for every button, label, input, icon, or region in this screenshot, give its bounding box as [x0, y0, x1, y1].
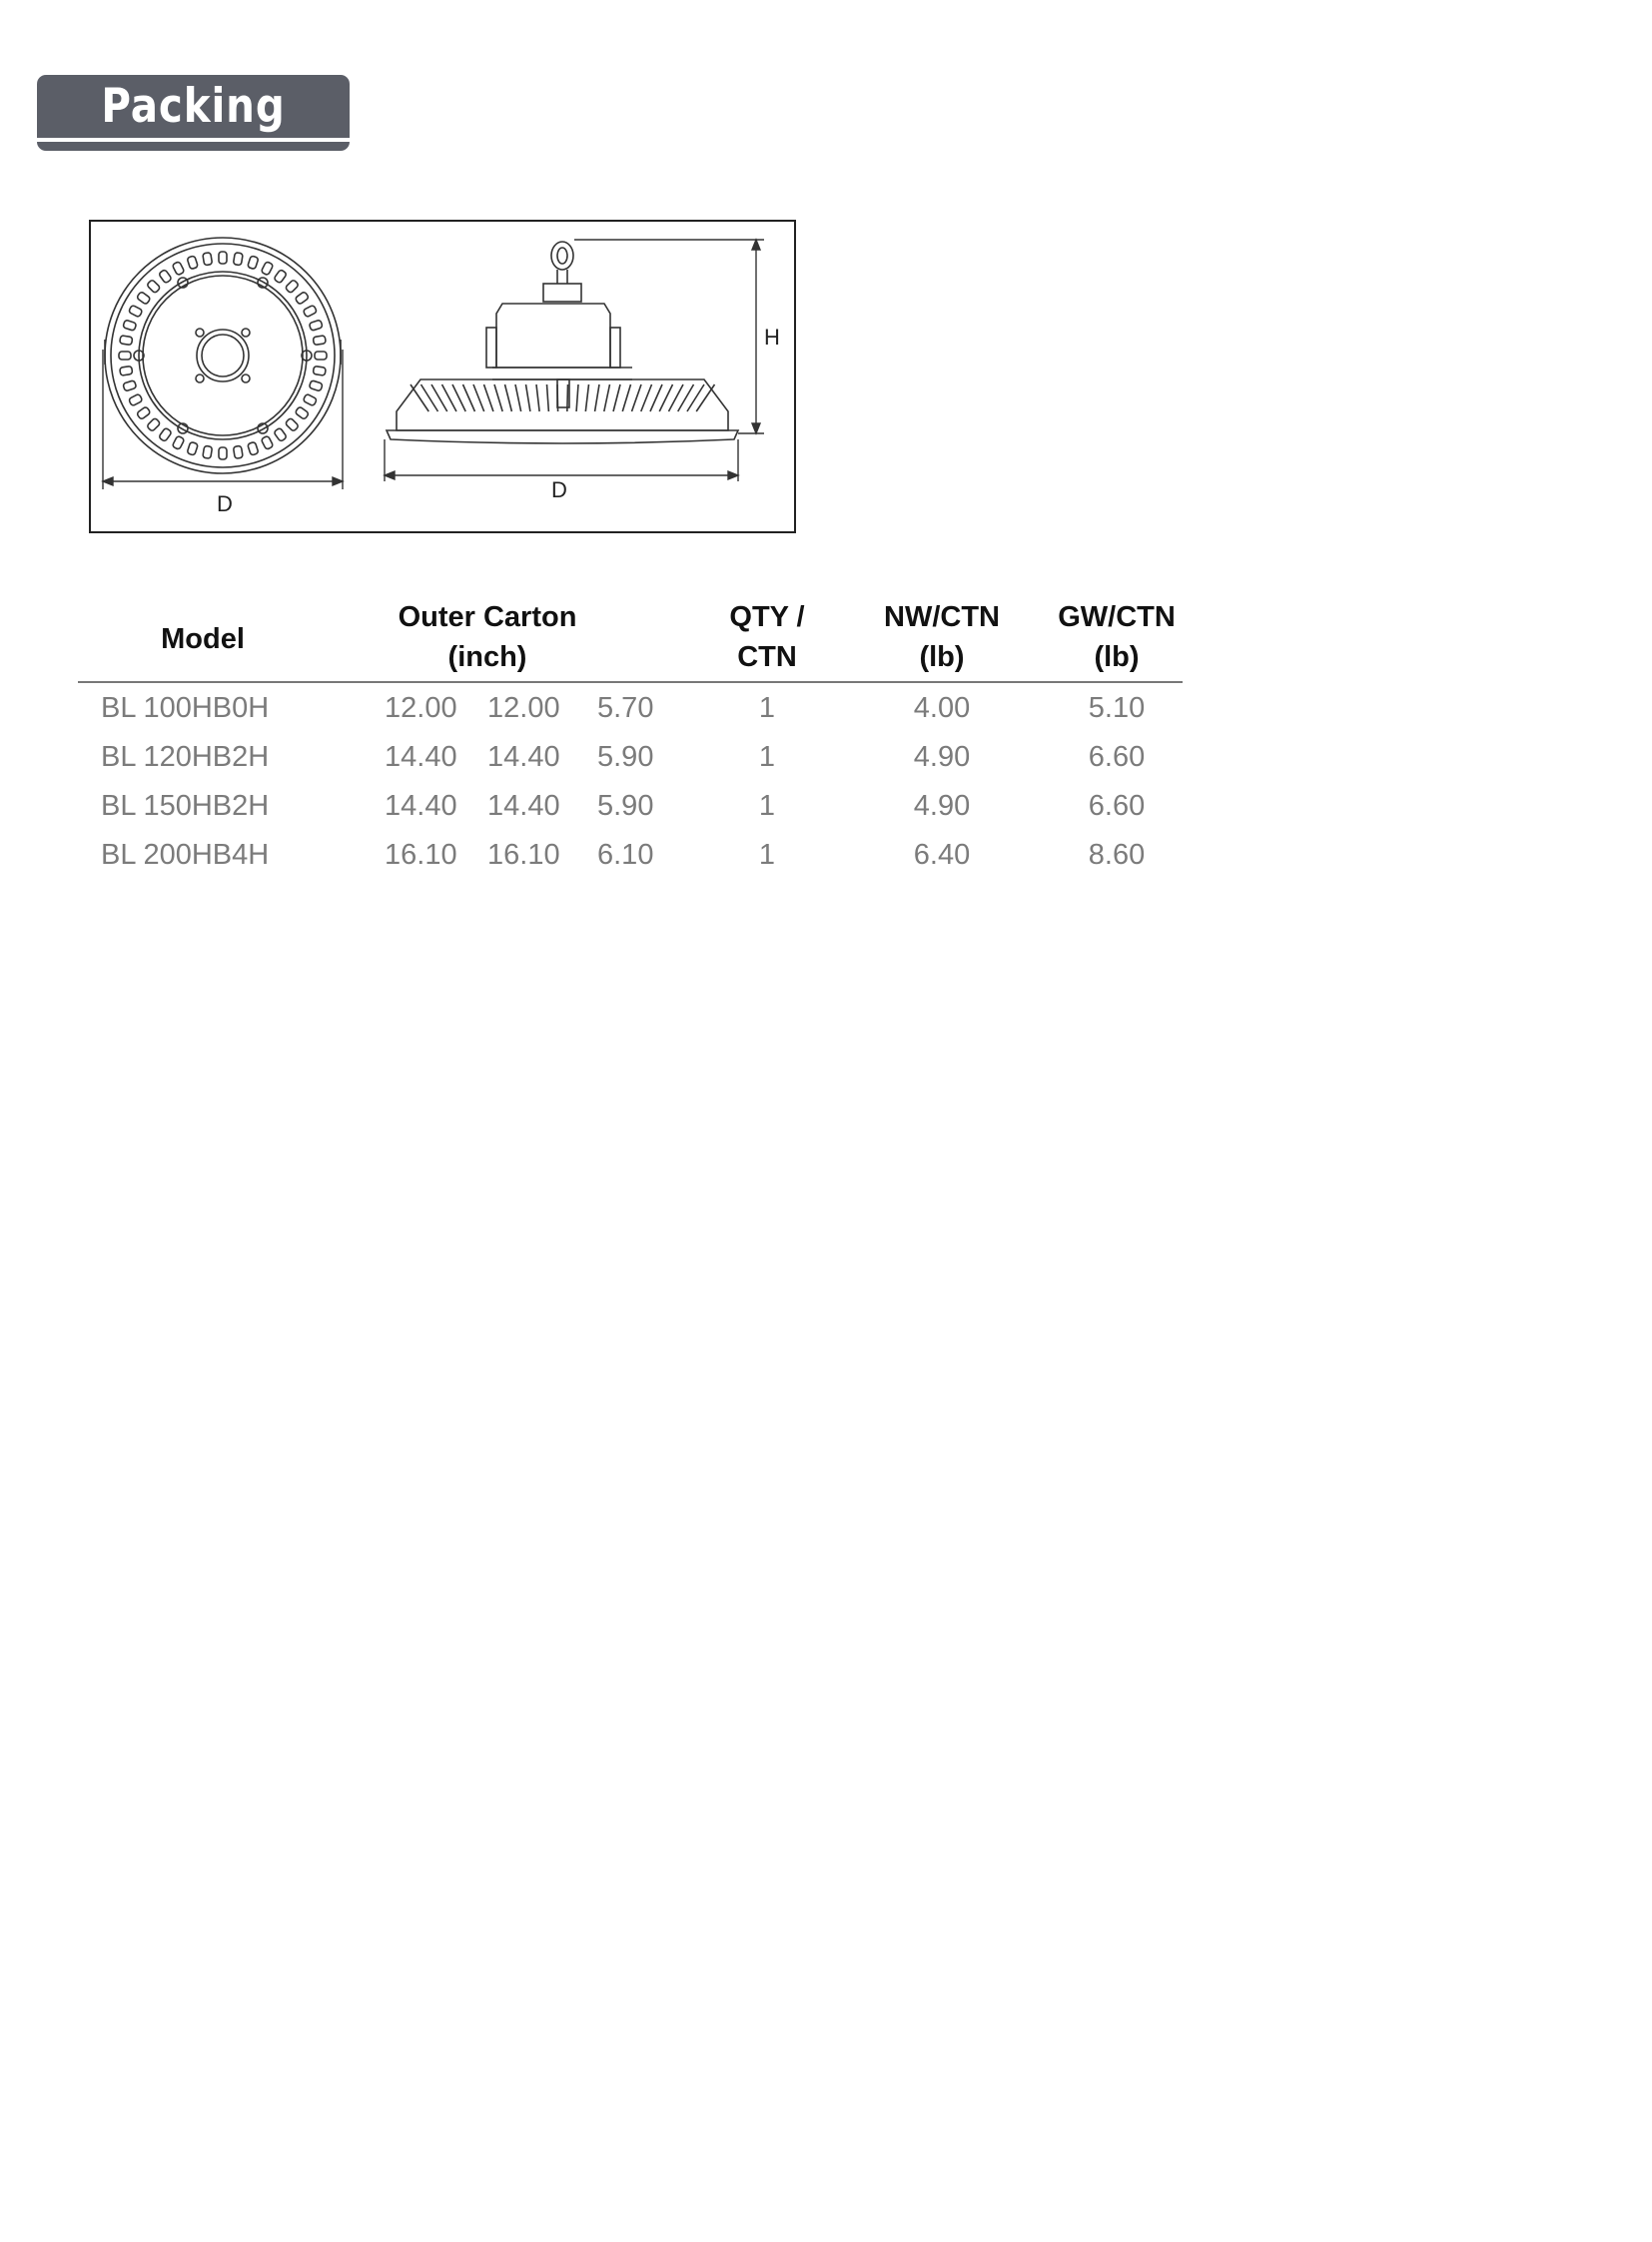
cell-qty: 1	[758, 741, 776, 773]
cell-carton-w: 16.10	[487, 839, 560, 871]
cell-model: BL 100HB0H	[101, 692, 270, 724]
cell-carton-l: 16.10	[385, 839, 457, 871]
cell-qty: 1	[758, 839, 776, 871]
cell-gw: 8.60	[1088, 839, 1146, 871]
cell-qty: 1	[758, 790, 776, 822]
cell-gw: 6.60	[1088, 790, 1146, 822]
table-row	[78, 732, 1183, 781]
cell-carton-w: 14.40	[487, 741, 560, 773]
cell-carton-l: 14.40	[385, 741, 457, 773]
cell-carton-l: 14.40	[385, 790, 457, 822]
table-row	[78, 830, 1183, 879]
table-row	[78, 781, 1183, 830]
cell-model: BL 150HB2H	[101, 790, 270, 822]
cell-gw: 6.60	[1088, 741, 1146, 773]
header-outer-carton: Outer Carton (inch)	[398, 601, 577, 673]
cell-nw: 6.40	[913, 839, 971, 871]
front-d-label: D	[217, 491, 233, 516]
cell-gw: 5.10	[1088, 692, 1146, 724]
cell-nw: 4.90	[913, 790, 971, 822]
cell-carton-h: 5.70	[597, 692, 654, 724]
dimension-drawing	[89, 220, 796, 533]
cell-carton-h: 6.10	[597, 839, 654, 871]
cell-nw: 4.90	[913, 741, 971, 773]
cell-carton-w: 14.40	[487, 790, 560, 822]
side-d-label: D	[551, 477, 567, 502]
table-row	[78, 683, 1183, 732]
cell-nw: 4.00	[913, 692, 971, 724]
cell-qty: 1	[758, 692, 776, 724]
packing-table	[78, 597, 1183, 879]
header-qty: QTY / CTN	[729, 601, 805, 673]
cell-carton-h: 5.90	[597, 741, 654, 773]
banner-underline	[37, 142, 350, 151]
section-banner	[37, 75, 350, 155]
header-nw: NW/CTN (lb)	[884, 601, 1000, 673]
cell-model: BL 200HB4H	[101, 839, 270, 871]
height-h-label: H	[764, 325, 780, 350]
cell-carton-w: 12.00	[487, 692, 560, 724]
cell-carton-h: 5.90	[597, 790, 654, 822]
section-title: Packing	[101, 79, 286, 134]
cell-model: BL 120HB2H	[101, 741, 270, 773]
cell-carton-l: 12.00	[385, 692, 457, 724]
header-model: Model	[161, 623, 245, 655]
table-header	[78, 597, 1183, 683]
header-gw: GW/CTN (lb)	[1058, 601, 1176, 673]
dimension-drawing-svg	[89, 220, 796, 533]
